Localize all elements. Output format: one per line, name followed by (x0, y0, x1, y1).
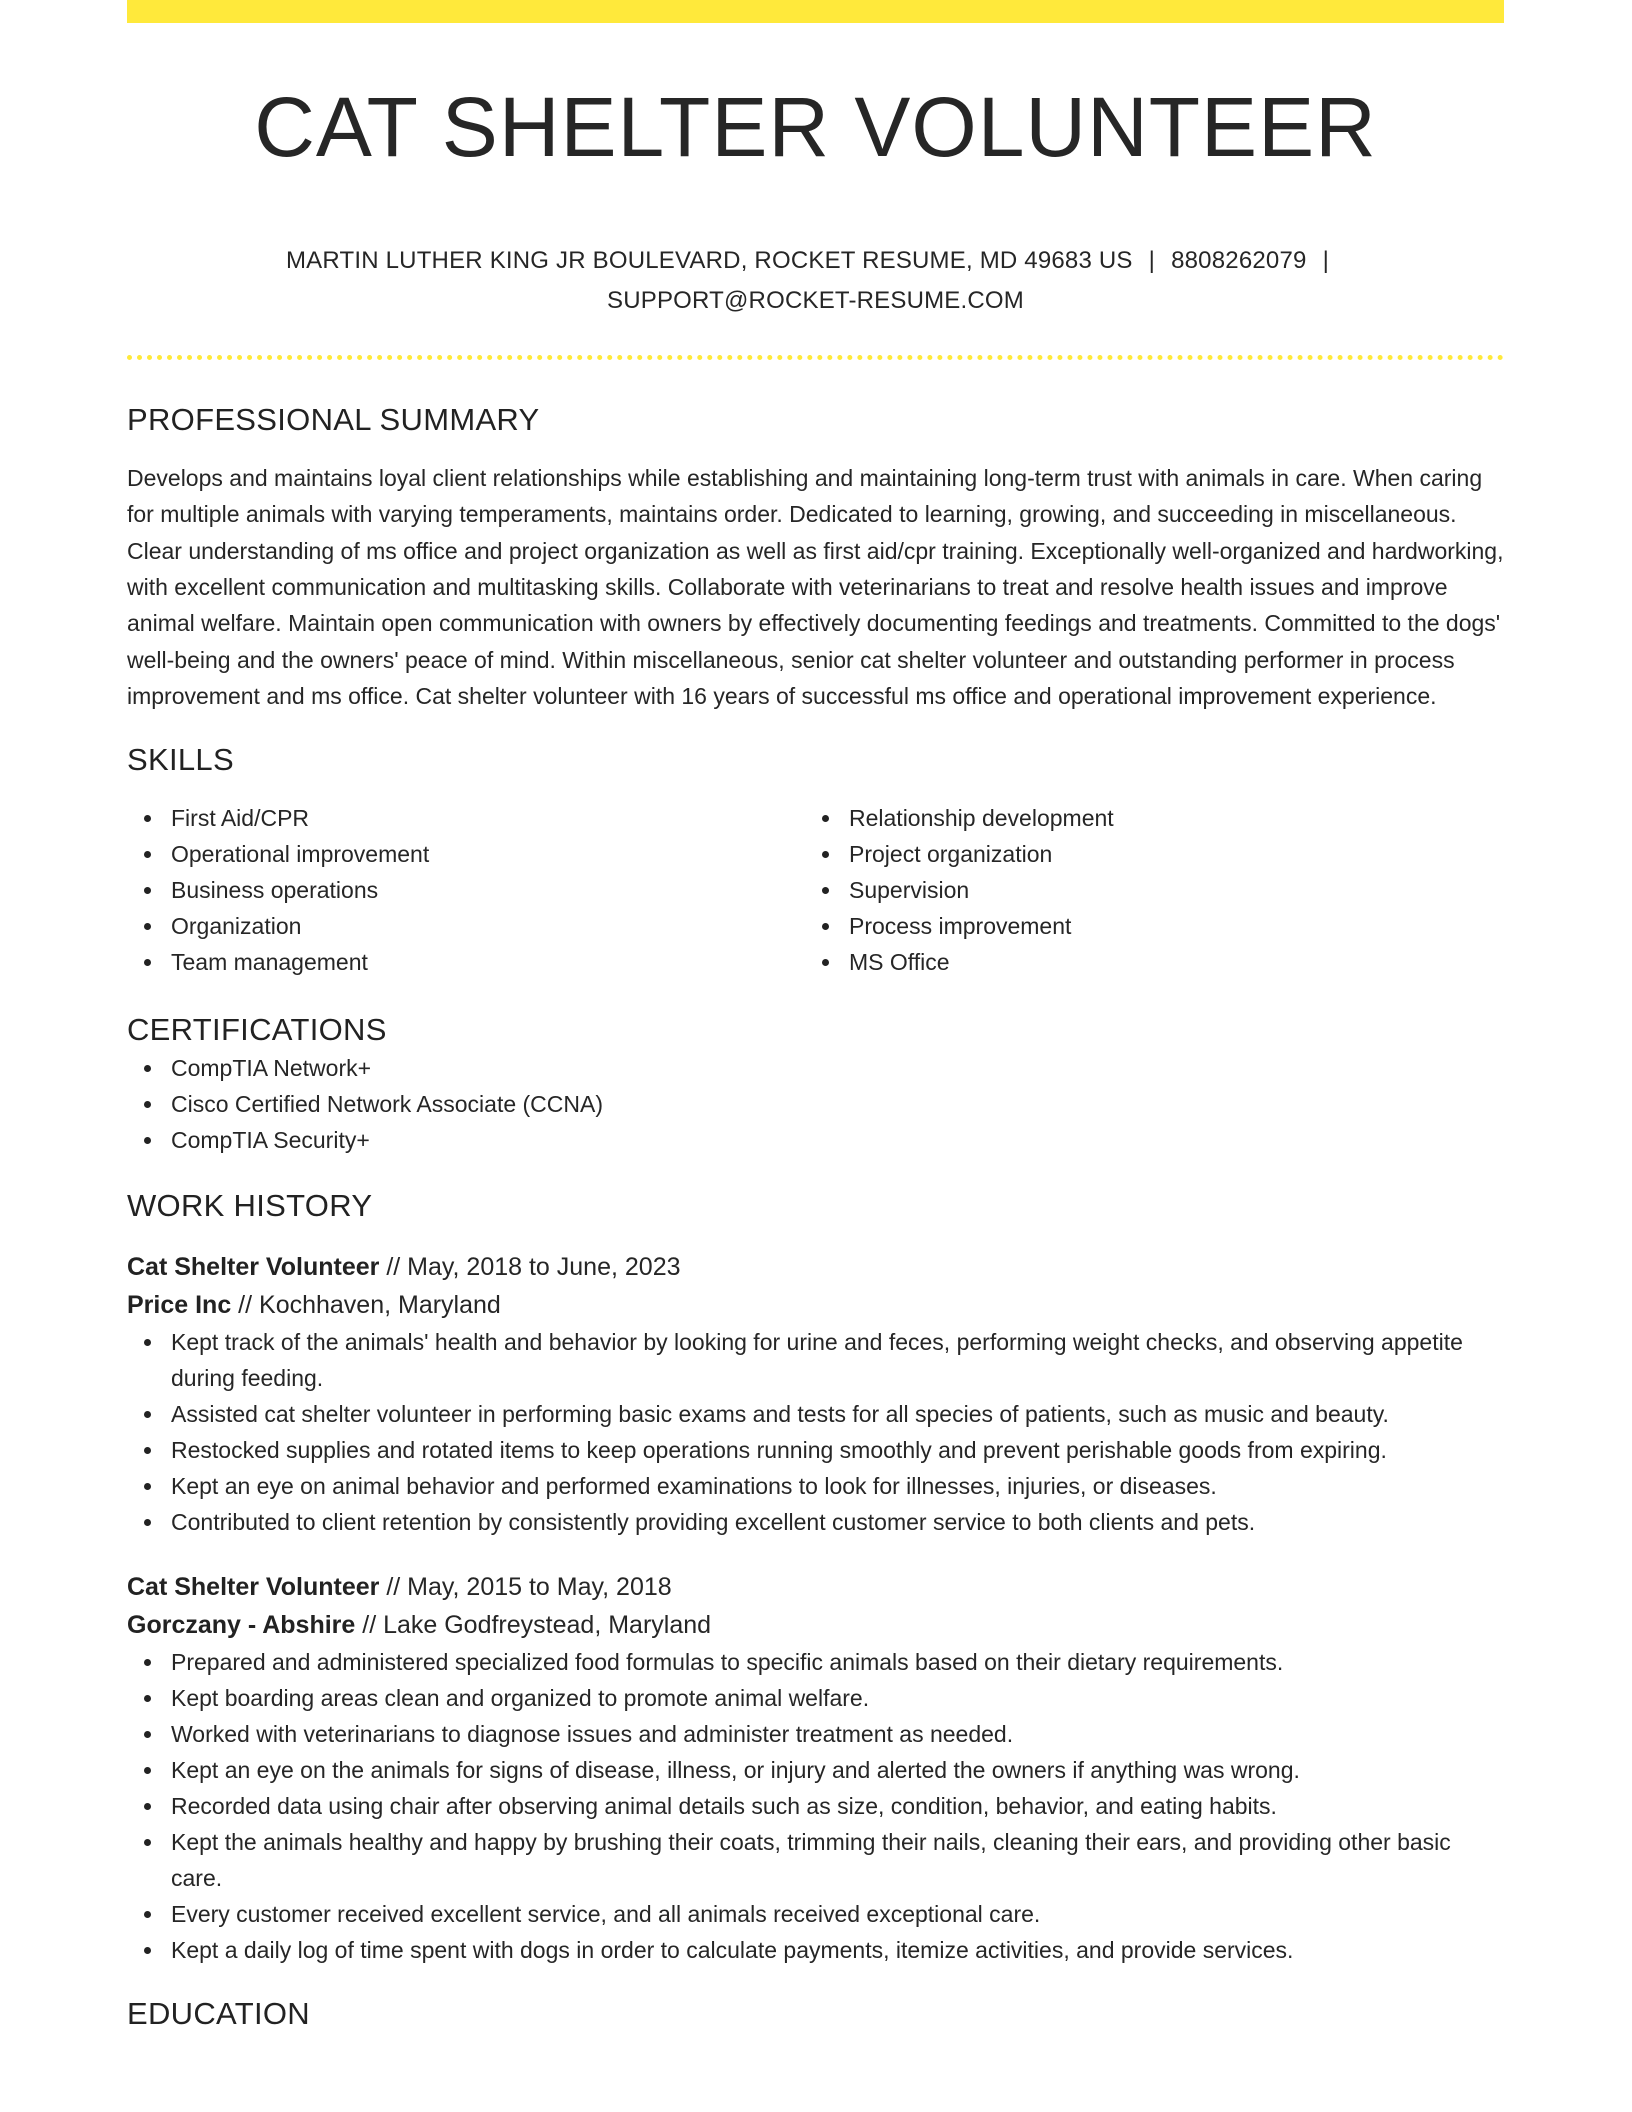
skill-item: Process improvement (805, 908, 1483, 944)
contact-phone: 8808262079 (1171, 247, 1307, 275)
job-company: Gorczany - Abshire (127, 1611, 356, 1640)
job-bullets (127, 1324, 1504, 1540)
work-history-section (127, 1186, 1504, 1968)
job-bullet: Contributed to client retention by consistently providing excellent customer service to both clients and pets. (127, 1504, 1504, 1540)
job-company-line (127, 1286, 1504, 1324)
resume-page (127, 0, 1504, 2034)
skill-item: First Aid/CPR (127, 800, 805, 836)
job-bullet: Worked with veterinarians to diagnose issues and administer treatment as needed. (127, 1716, 1504, 1752)
job-bullet: Kept track of the animals' health and behavior by looking for urine and feces, performing weight checks, and observing appetite during feeding. (127, 1324, 1504, 1396)
job-bullet: Kept boarding areas clean and organized to promote animal welfare. (127, 1680, 1504, 1716)
job-location: // Kochhaven, Maryland (231, 1291, 501, 1320)
job-title: Cat Shelter Volunteer (127, 1573, 380, 1602)
job-entry (127, 1568, 1504, 1968)
skills-column-left (127, 800, 805, 980)
contact-address: MARTIN LUTHER KING JR BOULEVARD, ROCKET RESUME, MD 49683 US (285, 247, 1133, 275)
skill-item: MS Office (805, 944, 1483, 980)
certification-item: CompTIA Network+ (127, 1050, 1504, 1086)
job-bullet: Kept a daily log of time spent with dogs in order to calculate payments, itemize activities, and provide services. (127, 1932, 1504, 1968)
skills-list-left (127, 800, 805, 980)
job-title-line (127, 1248, 1504, 1286)
contact-separator: | (1322, 247, 1329, 275)
job-dates: // May, 2018 to June, 2023 (379, 1253, 681, 1282)
skill-item: Supervision (805, 872, 1483, 908)
skill-item: Organization (127, 908, 805, 944)
job-entry (127, 1248, 1504, 1540)
skill-item: Business operations (127, 872, 805, 908)
professional-summary-section (127, 400, 1504, 714)
section-heading-certifications: CERTIFICATIONS (127, 1012, 387, 1048)
job-title-line (127, 1568, 1504, 1606)
contact-separator: | (1148, 247, 1156, 275)
skill-item: Operational improvement (127, 836, 805, 872)
certifications-list (127, 1050, 1504, 1158)
skills-list-right (805, 800, 1483, 980)
certifications-section (127, 1010, 1504, 1158)
resume-title: CAT SHELTER VOLUNTEER (254, 80, 1377, 174)
job-company: Price Inc (127, 1291, 232, 1320)
job-bullet: Assisted cat shelter volunteer in performing basic exams and tests for all species of patients, such as music and beauty. (127, 1396, 1504, 1432)
job-bullet: Recorded data using chair after observing animal details such as size, condition, behavior, and eating habits. (127, 1788, 1504, 1824)
job-location: // Lake Godfreystead, Maryland (355, 1611, 712, 1640)
education-section (127, 1994, 1504, 2034)
header-divider (127, 355, 1504, 360)
skill-item: Project organization (805, 836, 1483, 872)
job-company-line (127, 1606, 1504, 1644)
certification-item: Cisco Certified Network Associate (CCNA) (127, 1086, 1504, 1122)
contact-email: SUPPORT@ROCKET-RESUME.COM (607, 287, 1024, 315)
job-bullet: Kept an eye on the animals for signs of disease, illness, or injury and alerted the owners if anything was wrong. (127, 1752, 1504, 1788)
skills-column-right (805, 800, 1483, 980)
section-heading-education: EDUCATION (127, 1996, 310, 2032)
job-dates: // May, 2015 to May, 2018 (379, 1573, 672, 1602)
job-bullet: Kept the animals healthy and happy by brushing their coats, trimming their nails, cleaning their ears, and providing other basic care. (127, 1824, 1504, 1896)
skill-item: Team management (127, 944, 805, 980)
skills-section (127, 740, 1504, 980)
job-bullet: Kept an eye on animal behavior and performed examinations to look for illnesses, injuries, or diseases. (127, 1468, 1504, 1504)
certification-item: CompTIA Security+ (127, 1122, 1504, 1158)
job-bullet: Restocked supplies and rotated items to keep operations running smoothly and prevent perishable goods from expiring. (127, 1432, 1504, 1468)
section-heading-work-history: WORK HISTORY (127, 1188, 373, 1224)
job-bullets (127, 1644, 1504, 1968)
section-heading-summary: PROFESSIONAL SUMMARY (127, 402, 540, 438)
section-heading-skills: SKILLS (127, 742, 234, 778)
accent-top-bar (127, 0, 1504, 23)
job-bullet: Prepared and administered specialized food formulas to specific animals based on their dietary requirements. (127, 1644, 1504, 1680)
job-title: Cat Shelter Volunteer (127, 1253, 380, 1282)
contact-info (127, 241, 1504, 321)
skill-item: Relationship development (805, 800, 1483, 836)
summary-text: Develops and maintains loyal client relationships while establishing and maintaining long-term trust with animals in care. When caring for multiple animals with varying temperaments, maintains order. Dedicated to learning, growing, and succeeding in miscellaneous. Clear understanding of ms office and project organization as well as first aid/cpr training. Exceptionally well-organized and hardworking, with excellent communication and multitasking skills. Collaborate with veterinarians to treat and resolve health issues and improve animal welfare. Maintain open communication with owners by effectively documenting feedings and treatments. Committed to the dogs' well-being and the owners' peace of mind. Within miscellaneous, senior cat shelter volunteer and outstanding performer in process improvement and ms office. Cat shelter volunteer with 16 years of successful ms office and operational improvement experience. (127, 465, 1504, 709)
job-bullet: Every customer received excellent service, and all animals received exceptional care. (127, 1896, 1504, 1932)
skills-grid (127, 800, 1504, 980)
